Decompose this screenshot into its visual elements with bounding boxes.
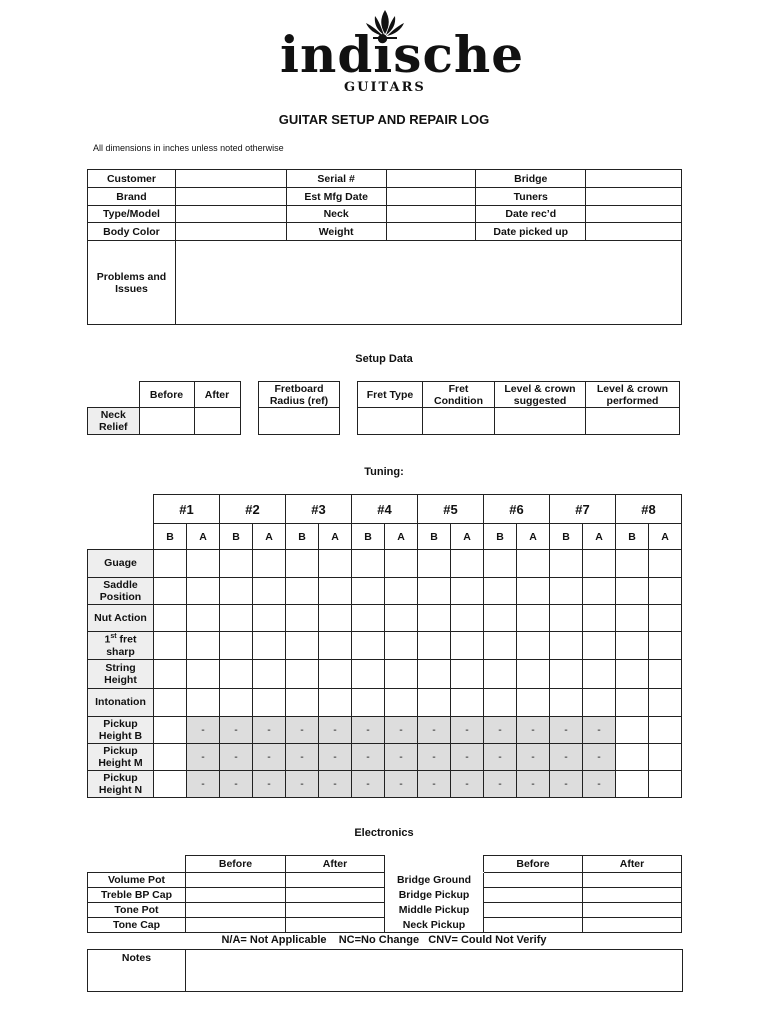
tuning-cell[interactable] <box>649 660 682 689</box>
elec-before-header: Before <box>484 856 583 873</box>
tuning-row-label: Pickup Height B <box>88 717 154 744</box>
tuning-cell[interactable] <box>187 632 220 660</box>
tone-cap-after[interactable] <box>286 918 385 933</box>
after-subheader: A <box>253 524 286 550</box>
tuning-cell[interactable] <box>286 578 319 605</box>
info-label: Serial # <box>286 170 386 188</box>
level-performed-label: Level & crown performed <box>586 382 680 408</box>
string-header: #1 <box>154 495 220 524</box>
tuning-row <box>88 744 682 771</box>
tuning-cell[interactable] <box>418 689 451 717</box>
tuning-cell[interactable] <box>286 660 319 689</box>
neck-relief-table <box>87 381 241 435</box>
info-label: Tuners <box>476 188 586 206</box>
before-subheader: B <box>484 524 517 550</box>
bridge-ground-label: Bridge Ground <box>385 873 484 888</box>
info-label: Type/Model <box>88 206 176 223</box>
tuning-cell[interactable] <box>649 717 682 744</box>
tuning-row <box>88 689 682 717</box>
tuning-cell[interactable] <box>319 578 352 605</box>
tuning-cell[interactable] <box>154 660 187 689</box>
notes-field[interactable] <box>186 950 683 992</box>
tuning-cell[interactable] <box>220 660 253 689</box>
string-header: #5 <box>418 495 484 524</box>
volume-pot-after[interactable] <box>286 873 385 888</box>
after-subheader: A <box>517 524 550 550</box>
disabled-cell: - <box>286 744 319 771</box>
bridge-field[interactable] <box>586 170 682 188</box>
tuning-cell[interactable] <box>187 578 220 605</box>
neck-pickup-label: Neck Pickup <box>385 918 484 933</box>
fretboard-radius-label: Fretboard Radius (ref) <box>259 382 340 408</box>
tuning-cell[interactable] <box>385 550 418 578</box>
notes-table <box>87 949 683 992</box>
tuning-cell[interactable] <box>220 632 253 660</box>
disabled-cell: - <box>319 744 352 771</box>
tuning-cell[interactable] <box>649 689 682 717</box>
tuning-cell[interactable] <box>352 660 385 689</box>
volume-pot-before[interactable] <box>186 873 286 888</box>
elec-after-header: After <box>286 856 385 873</box>
disabled-cell: - <box>550 771 583 798</box>
fretboard-radius-table <box>258 381 340 435</box>
tuning-cell[interactable] <box>550 632 583 660</box>
tuning-cell[interactable] <box>187 605 220 632</box>
string-header: #2 <box>220 495 286 524</box>
tuning-heading: Tuning: <box>364 466 404 478</box>
before-subheader: B <box>550 524 583 550</box>
tone-pot-label: Tone Pot <box>88 903 186 918</box>
tuning-cell[interactable] <box>418 550 451 578</box>
tuning-cell[interactable] <box>418 578 451 605</box>
logo-subtitle: GUITARS <box>344 80 426 95</box>
tuning-cell[interactable] <box>352 632 385 660</box>
tuning-cell[interactable] <box>352 578 385 605</box>
string-header: #6 <box>484 495 550 524</box>
tuning-cell[interactable] <box>616 605 649 632</box>
disabled-cell: - <box>352 771 385 798</box>
string-header: #3 <box>286 495 352 524</box>
disabled-cell: - <box>187 744 220 771</box>
weight-field[interactable] <box>386 223 476 241</box>
tuning-cell[interactable] <box>220 689 253 717</box>
tuning-row-label: Guage <box>88 550 154 578</box>
tuning-cell[interactable] <box>484 660 517 689</box>
disabled-cell: - <box>220 717 253 744</box>
tuning-cell[interactable] <box>352 605 385 632</box>
disabled-cell: - <box>451 771 484 798</box>
disabled-cell: - <box>220 771 253 798</box>
disabled-cell: - <box>385 771 418 798</box>
after-subheader: A <box>649 524 682 550</box>
tuning-cell[interactable] <box>154 744 187 771</box>
tuning-cell[interactable] <box>187 550 220 578</box>
before-subheader: B <box>154 524 187 550</box>
level-suggested-field[interactable] <box>495 408 586 435</box>
tuning-cell[interactable] <box>484 689 517 717</box>
disabled-cell: - <box>451 717 484 744</box>
disabled-cell: - <box>484 717 517 744</box>
after-subheader: A <box>187 524 220 550</box>
disabled-cell: - <box>484 771 517 798</box>
tuning-cell[interactable] <box>187 660 220 689</box>
tuning-row <box>88 632 682 660</box>
level-performed-field[interactable] <box>586 408 680 435</box>
disabled-cell: - <box>451 744 484 771</box>
tuning-cell[interactable] <box>550 578 583 605</box>
tuning-cell[interactable] <box>319 689 352 717</box>
neck-pickup-after[interactable] <box>583 918 682 933</box>
tuning-cell[interactable] <box>649 744 682 771</box>
tuning-cell[interactable] <box>451 605 484 632</box>
tuners-field[interactable] <box>586 188 682 206</box>
disabled-cell: - <box>253 744 286 771</box>
tuning-row-label: Pickup Height N <box>88 771 154 798</box>
tuning-cell[interactable] <box>484 550 517 578</box>
tuning-cell[interactable] <box>517 632 550 660</box>
body-color-field[interactable] <box>175 223 286 241</box>
tuning-cell[interactable] <box>154 632 187 660</box>
tuning-cell[interactable] <box>253 660 286 689</box>
disabled-cell: - <box>550 744 583 771</box>
info-label: Est Mfg Date <box>286 188 386 206</box>
tuning-cell[interactable] <box>385 660 418 689</box>
after-subheader: A <box>319 524 352 550</box>
empty-cell <box>88 524 154 550</box>
bridge-ground-before[interactable] <box>484 873 583 888</box>
empty-cell <box>88 495 154 524</box>
tuning-cell[interactable] <box>616 771 649 798</box>
disabled-cell: - <box>286 771 319 798</box>
tuning-cell[interactable] <box>583 550 616 578</box>
tuning-cell[interactable] <box>616 744 649 771</box>
info-label: Brand <box>88 188 176 206</box>
tuning-cell[interactable] <box>517 550 550 578</box>
neck-relief-after[interactable] <box>194 408 240 435</box>
disabled-cell: - <box>286 717 319 744</box>
disabled-cell: - <box>352 744 385 771</box>
disabled-cell: - <box>517 744 550 771</box>
neck-relief-label: Neck Relief <box>88 408 140 435</box>
fret-condition-field[interactable] <box>423 408 495 435</box>
tuning-row-label: 1st fret sharp <box>88 632 154 660</box>
before-subheader: B <box>616 524 649 550</box>
disabled-cell: - <box>187 771 220 798</box>
empty-cell <box>88 382 140 408</box>
disabled-cell: - <box>517 717 550 744</box>
disabled-cell: - <box>583 744 616 771</box>
tuning-row <box>88 605 682 632</box>
tuning-cell[interactable] <box>319 632 352 660</box>
disabled-cell: - <box>418 744 451 771</box>
disabled-cell: - <box>484 744 517 771</box>
tuning-cell[interactable] <box>319 660 352 689</box>
tuning-row-label: Nut Action <box>88 605 154 632</box>
tuning-cell[interactable] <box>286 689 319 717</box>
brand-field[interactable] <box>175 188 286 206</box>
neck-relief-before[interactable] <box>139 408 194 435</box>
tuning-cell[interactable] <box>616 717 649 744</box>
tone-cap-label: Tone Cap <box>88 918 186 933</box>
tuning-cell[interactable] <box>517 660 550 689</box>
disabled-cell: - <box>220 744 253 771</box>
tuning-cell[interactable] <box>154 605 187 632</box>
tuning-cell[interactable] <box>418 660 451 689</box>
treble-bp-cap-label: Treble BP Cap <box>88 888 186 903</box>
fret-condition-label: Fret Condition <box>423 382 495 408</box>
neck-pickup-before[interactable] <box>484 918 583 933</box>
info-label: Weight <box>286 223 386 241</box>
fretboard-radius-field[interactable] <box>259 408 340 435</box>
tuning-cell[interactable] <box>319 550 352 578</box>
tuning-cell[interactable] <box>583 605 616 632</box>
disabled-cell: - <box>352 717 385 744</box>
tuning-cell[interactable] <box>484 578 517 605</box>
tuning-cell[interactable] <box>583 689 616 717</box>
info-label: Bridge <box>476 170 586 188</box>
tuning-cell[interactable] <box>583 660 616 689</box>
date-received-field[interactable] <box>586 206 682 223</box>
problems-field[interactable] <box>175 241 681 325</box>
setup-heading: Setup Data <box>355 353 413 365</box>
tuning-cell[interactable] <box>550 550 583 578</box>
disabled-cell: - <box>517 771 550 798</box>
disabled-cell: - <box>583 771 616 798</box>
company-logo <box>270 8 525 103</box>
tuning-cell[interactable] <box>583 632 616 660</box>
middle-pickup-after[interactable] <box>583 903 682 918</box>
tuning-cell[interactable] <box>451 632 484 660</box>
tuning-cell[interactable] <box>616 689 649 717</box>
tuning-row-label: Intonation <box>88 689 154 717</box>
tuning-row-label: String Height <box>88 660 154 689</box>
tuning-cell[interactable] <box>550 605 583 632</box>
disabled-cell: - <box>418 717 451 744</box>
tuning-row <box>88 550 682 578</box>
info-label: Date rec’d <box>476 206 586 223</box>
bridge-pickup-label: Bridge Pickup <box>385 888 484 903</box>
tuning-cell[interactable] <box>154 771 187 798</box>
tuning-cell[interactable] <box>484 632 517 660</box>
tuning-cell[interactable] <box>649 632 682 660</box>
disabled-cell: - <box>319 771 352 798</box>
string-header: #7 <box>550 495 616 524</box>
tuning-cell[interactable] <box>220 605 253 632</box>
dimensions-note: All dimensions in inches unless noted otherwise <box>93 143 284 153</box>
tuning-cell[interactable] <box>550 660 583 689</box>
page-title: GUITAR SETUP AND REPAIR LOG <box>278 112 490 127</box>
fret-type-label: Fret Type <box>358 382 423 408</box>
tuning-cell[interactable] <box>253 605 286 632</box>
legend-text: N/A= Not Applicable NC=No Change CNV= Could Not Verify <box>221 934 547 946</box>
tuning-cell[interactable] <box>649 550 682 578</box>
tuning-row <box>88 717 682 744</box>
tuning-row-label: Saddle Position <box>88 578 154 605</box>
middle-pickup-before[interactable] <box>484 903 583 918</box>
electronics-heading: Electronics <box>354 827 414 839</box>
tuning-cell[interactable] <box>253 689 286 717</box>
volume-pot-label: Volume Pot <box>88 873 186 888</box>
tuning-row-label: Pickup Height M <box>88 744 154 771</box>
fret-table <box>357 381 680 435</box>
tuning-cell[interactable] <box>616 578 649 605</box>
disabled-cell: - <box>253 771 286 798</box>
tuning-cell[interactable] <box>517 605 550 632</box>
tuning-cell[interactable] <box>649 578 682 605</box>
serial-field[interactable] <box>386 170 476 188</box>
tuning-cell[interactable] <box>616 660 649 689</box>
tuning-cell[interactable] <box>154 717 187 744</box>
disabled-cell: - <box>385 717 418 744</box>
info-label: Neck <box>286 206 386 223</box>
electronics-table <box>87 855 682 933</box>
disabled-cell: - <box>385 744 418 771</box>
after-subheader: A <box>583 524 616 550</box>
tone-pot-after[interactable] <box>286 903 385 918</box>
after-subheader: A <box>451 524 484 550</box>
treble-bp-cap-after[interactable] <box>286 888 385 903</box>
tuning-row <box>88 578 682 605</box>
bridge-pickup-before[interactable] <box>484 888 583 903</box>
logo-wordmark: indische <box>280 25 525 84</box>
level-suggested-label: Level & crown suggested <box>495 382 586 408</box>
tuning-cell[interactable] <box>517 689 550 717</box>
after-subheader: A <box>385 524 418 550</box>
tuning-cell[interactable] <box>451 689 484 717</box>
before-header: Before <box>139 382 194 408</box>
tuning-cell[interactable] <box>187 689 220 717</box>
elec-after-header: After <box>583 856 682 873</box>
bridge-ground-after[interactable] <box>583 873 682 888</box>
customer-field[interactable] <box>175 170 286 188</box>
date-picked-up-field[interactable] <box>586 223 682 241</box>
tuning-cell[interactable] <box>451 550 484 578</box>
tuning-cell[interactable] <box>352 689 385 717</box>
tuning-cell[interactable] <box>220 550 253 578</box>
mfg-date-field[interactable] <box>386 188 476 206</box>
before-subheader: B <box>220 524 253 550</box>
treble-bp-cap-before[interactable] <box>186 888 286 903</box>
model-field[interactable] <box>175 206 286 223</box>
notes-label: Notes <box>88 950 186 992</box>
tuning-row <box>88 660 682 689</box>
tuning-cell[interactable] <box>253 578 286 605</box>
after-header: After <box>194 382 240 408</box>
tuning-cell[interactable] <box>649 771 682 798</box>
info-label: Date picked up <box>476 223 586 241</box>
problems-label: Problems and Issues <box>88 241 176 325</box>
info-label: Customer <box>88 170 176 188</box>
tuning-cell[interactable] <box>484 605 517 632</box>
tuning-cell[interactable] <box>154 550 187 578</box>
customer-info-table <box>87 169 682 325</box>
tuning-cell[interactable] <box>451 660 484 689</box>
tone-cap-before[interactable] <box>186 918 286 933</box>
tuning-cell[interactable] <box>286 632 319 660</box>
before-subheader: B <box>286 524 319 550</box>
string-header: #4 <box>352 495 418 524</box>
disabled-cell: - <box>583 717 616 744</box>
tuning-cell[interactable] <box>385 578 418 605</box>
disabled-cell: - <box>418 771 451 798</box>
disabled-cell: - <box>319 717 352 744</box>
tuning-row <box>88 771 682 798</box>
tuning-cell[interactable] <box>616 550 649 578</box>
tuning-cell[interactable] <box>385 632 418 660</box>
disabled-cell: - <box>253 717 286 744</box>
tuning-cell[interactable] <box>418 605 451 632</box>
tuning-cell[interactable] <box>286 605 319 632</box>
bridge-pickup-after[interactable] <box>583 888 682 903</box>
disabled-cell: - <box>550 717 583 744</box>
empty-cell <box>385 856 484 873</box>
tuning-cell[interactable] <box>550 689 583 717</box>
tuning-cell[interactable] <box>286 550 319 578</box>
tuning-cell[interactable] <box>649 605 682 632</box>
info-label: Body Color <box>88 223 176 241</box>
tuning-cell[interactable] <box>385 689 418 717</box>
elec-before-header: Before <box>186 856 286 873</box>
disabled-cell: - <box>187 717 220 744</box>
tuning-table <box>87 494 682 798</box>
tuning-cell[interactable] <box>451 578 484 605</box>
tuning-cell[interactable] <box>385 605 418 632</box>
tuning-cell[interactable] <box>418 632 451 660</box>
tuning-cell[interactable] <box>319 605 352 632</box>
before-subheader: B <box>352 524 385 550</box>
neck-field[interactable] <box>386 206 476 223</box>
tuning-cell[interactable] <box>253 550 286 578</box>
tuning-cell[interactable] <box>352 550 385 578</box>
tuning-cell[interactable] <box>616 632 649 660</box>
tone-pot-before[interactable] <box>186 903 286 918</box>
middle-pickup-label: Middle Pickup <box>385 903 484 918</box>
tuning-cell[interactable] <box>220 578 253 605</box>
before-subheader: B <box>418 524 451 550</box>
empty-cell <box>88 856 186 873</box>
tuning-cell[interactable] <box>583 578 616 605</box>
tuning-cell[interactable] <box>154 578 187 605</box>
tuning-cell[interactable] <box>517 578 550 605</box>
tuning-cell[interactable] <box>154 689 187 717</box>
string-header: #8 <box>616 495 682 524</box>
fret-type-field[interactable] <box>358 408 423 435</box>
tuning-cell[interactable] <box>253 632 286 660</box>
